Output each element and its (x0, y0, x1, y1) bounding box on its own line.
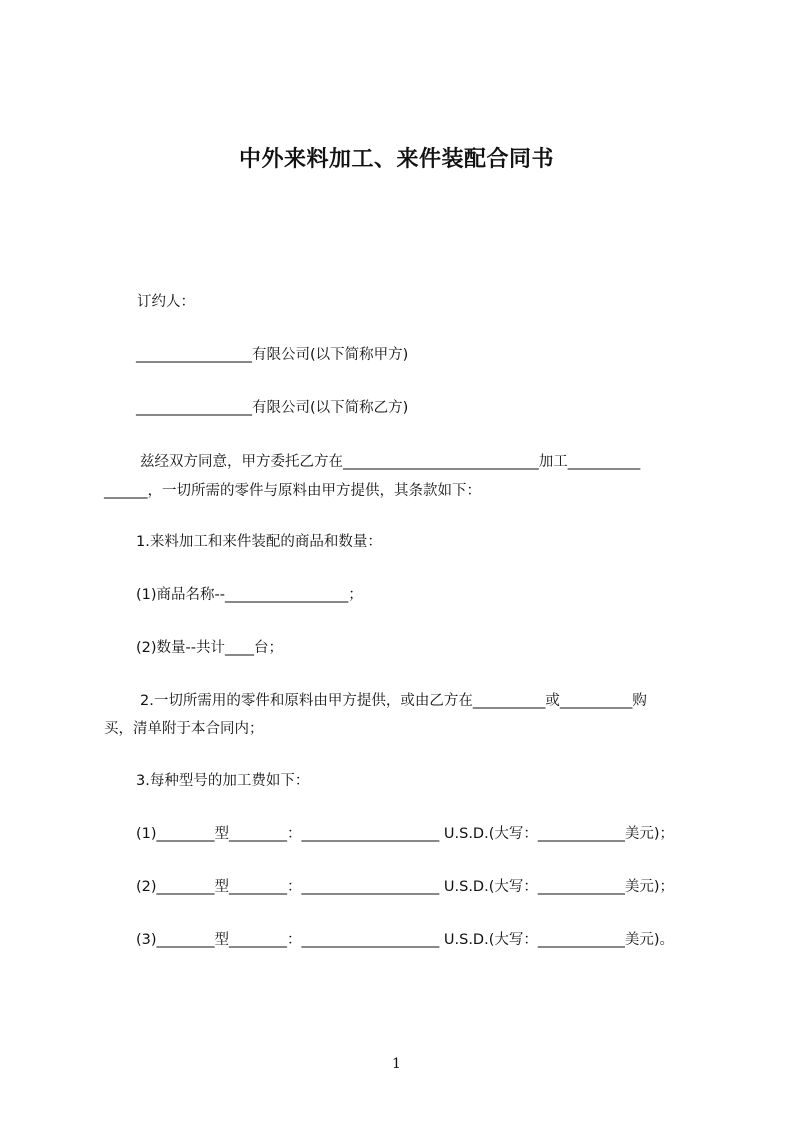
party-b-line: ________________有限公司(以下简称乙方) (136, 400, 409, 416)
clause-3-item-2: (2)________型________：___________________ U.S.D.(大写：____________美元)； (136, 879, 675, 895)
intro-line-1: 兹经双方同意，甲方委托乙方在___________________________加工__________ (140, 454, 641, 470)
clause-3-item-1: (1)________型________：___________________ U.S.D.(大写：____________美元)； (136, 826, 675, 842)
clause-3-heading: 3.每种型号的加工费如下： (136, 773, 310, 789)
clause-2-line-2: 买，清单附于本合同内； (104, 721, 264, 737)
intro-line-2: ______，一切所需的零件与原料由甲方提供，其条款如下： (104, 483, 481, 499)
document-title: 中外来料加工、来件装配合同书 (238, 147, 554, 172)
clause-3-item-3: (3)________型________：___________________ U.S.D.(大写：____________美元)。 (136, 932, 675, 948)
party-a-line: ________________有限公司(以下简称甲方) (136, 347, 409, 363)
page-number: 1 (392, 1056, 401, 1072)
clause-1-item-1: (1)商品名称--_________________； (136, 587, 363, 603)
clause-1-heading: 1.来料加工和来件装配的商品和数量： (136, 534, 382, 550)
parties-label: 订约人： (137, 294, 195, 310)
clause-2-line-1: 2.一切所需用的零件和原料由甲方提供，或由乙方在__________或__________购 (140, 693, 647, 709)
clause-1-item-2: (2)数量--共计____台； (136, 640, 284, 656)
